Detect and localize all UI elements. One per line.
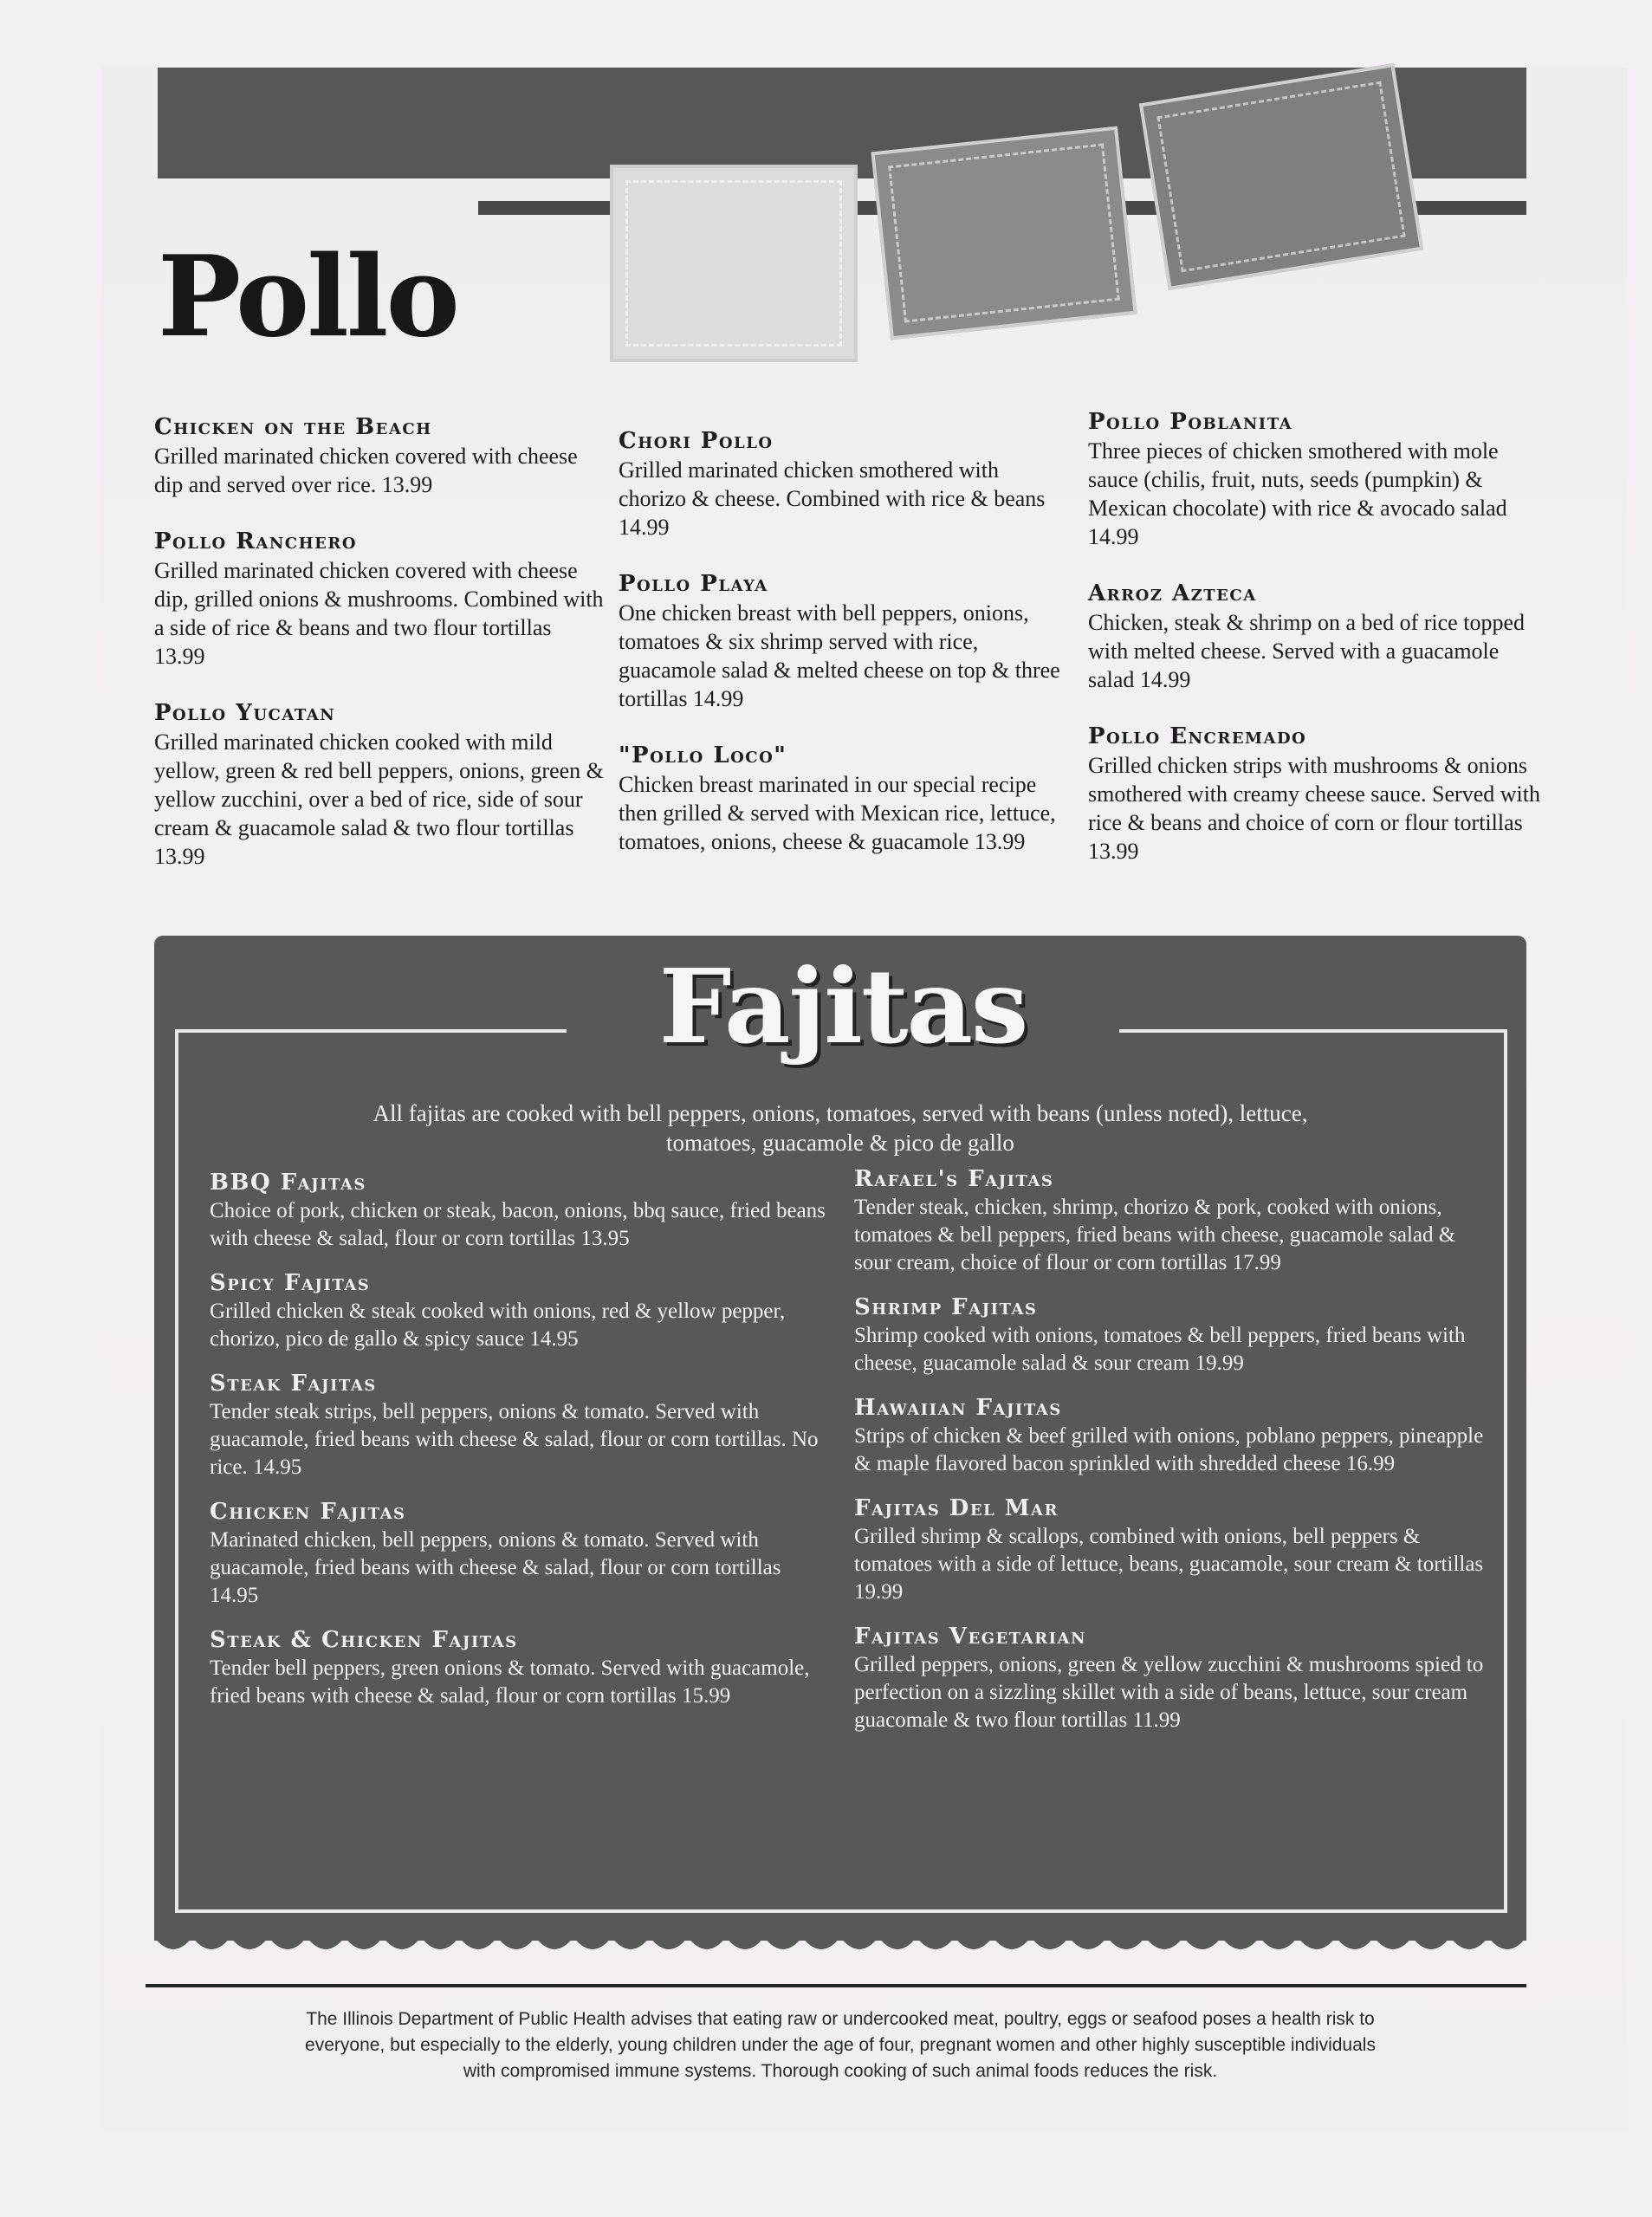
menu-item-description: Three pieces of chicken smothered with mole sauce (chilis, fruit, nuts, seeds (pumpkin) & Mexican chocolate) with rice & avocado salad 14.99 <box>1088 438 1507 549</box>
menu-item-name: Arroz Azteca <box>1088 580 1257 606</box>
menu-item-name: Steak & Chicken Fajitas <box>210 1627 518 1653</box>
menu-item-description: Shrimp cooked with onions, tomatoes & bell peppers, fried beans with cheese, guacamole salad & sour cream 19.99 <box>854 1324 1466 1375</box>
footer-divider <box>146 1984 1526 1987</box>
menu-item <box>619 742 1069 856</box>
papel-picado-flag-icon <box>610 165 858 362</box>
menu-item <box>619 428 1069 541</box>
fajitas-section-title: Fajitas <box>658 946 1027 1066</box>
menu-item-name: "Pollo Loco" <box>619 742 787 768</box>
menu-item <box>210 1499 833 1610</box>
menu-item-description: Grilled marinated chicken smothered with chorizo & cheese. Combined with rice & beans 14.99 <box>619 457 1046 540</box>
menu-item-description: One chicken breast with bell peppers, onions, tomatoes & six shrimp served with rice, guacamole salad & melted cheese on top & three tortillas 14.99 <box>619 600 1060 711</box>
menu-item-description: Tender steak, chicken, shrimp, chorizo & pork, cooked with onions, tomatoes & bell peppers, fried beans with cheese, guacamole salad & sour cream, choice of flour or corn tortillas 17.99 <box>854 1196 1456 1274</box>
menu-item <box>154 528 605 671</box>
menu-item-name: Shrimp Fajitas <box>854 1294 1038 1320</box>
menu-item <box>154 700 605 871</box>
menu-item <box>210 1371 833 1481</box>
menu-item-description: Grilled marinated chicken cooked with mild yellow, green & red bell peppers, onions, green & yellow zucchini, over a bed of rice, side of sour cream & guacamole salad & two flour tortillas 13.99 <box>154 729 604 869</box>
menu-item <box>854 1395 1487 1478</box>
menu-item-description: Tender steak strips, bell peppers, onions & tomato. Served with guacamole, fried beans with cheese & salad, flour or corn tortillas. No rice. 14.95 <box>210 1400 819 1479</box>
papel-picado-flag-icon <box>1139 63 1423 290</box>
fajitas-column-2 <box>854 1166 1487 1752</box>
menu-item <box>854 1166 1487 1277</box>
menu-item-name: Rafael's Fajitas <box>854 1166 1054 1192</box>
menu-item <box>1088 409 1547 551</box>
pollo-column-2 <box>619 428 1069 885</box>
menu-item <box>210 1170 833 1253</box>
menu-item-description: Grilled marinated chicken covered with cheese dip and served over rice. 13.99 <box>154 444 578 497</box>
pollo-column-3 <box>1088 409 1547 895</box>
menu-item-description: Strips of chicken & beef grilled with onions, poblano peppers, pineapple & maple flavored bacon sprinkled with shredded cheese 16.99 <box>854 1424 1484 1475</box>
menu-item <box>210 1270 833 1353</box>
menu-item-description: Grilled chicken strips with mushrooms & onions smothered with creamy cheese sauce. Served with rice & beans and choice of corn or flour tortillas 13.99 <box>1088 753 1540 864</box>
papel-picado-flag-icon <box>871 126 1137 340</box>
menu-item-description: Marinated chicken, bell peppers, onions & tomato. Served with guacamole, fried beans with cheese & salad, flour or corn tortillas 14.95 <box>210 1528 781 1607</box>
menu-item <box>210 1627 833 1710</box>
menu-item-name: Pollo Ranchero <box>154 528 357 554</box>
menu-item-description: Chicken breast marinated in our special recipe then grilled & served with Mexican rice, lettuce, tomatoes, onions, cheese & guacamole 13.99 <box>619 772 1056 854</box>
menu-item-name: Steak Fajitas <box>210 1371 377 1397</box>
fajitas-frame-top-right <box>1119 1029 1504 1033</box>
menu-item-description: Grilled shrimp & scallops, combined with onions, bell peppers & tomatoes with a side of lettuce, beans, guacamole, sour cream & tortillas 19.99 <box>854 1525 1484 1604</box>
menu-item-name: Pollo Yucatan <box>154 700 336 726</box>
menu-item <box>1088 723 1547 865</box>
menu-item-name: BBQ Fajitas <box>210 1170 366 1196</box>
fajitas-column-1 <box>210 1170 833 1728</box>
menu-item-description: Grilled marinated chicken covered with cheese dip, grilled onions & mushrooms. Combined with a side of rice & beans and two flour tortillas 13.99 <box>154 558 604 669</box>
menu-item-name: Pollo Playa <box>619 571 768 597</box>
menu-item-name: Chori Pollo <box>619 428 774 454</box>
fajitas-frame-top-left <box>175 1029 567 1033</box>
menu-item-name: Chicken on the Beach <box>154 414 432 440</box>
menu-item-description: Grilled peppers, onions, green & yellow zucchini & mushrooms spied to perfection on a sizzling skillet with a side of beans, lettuce, sour cream guacomale & two flour tortillas 11.99 <box>854 1653 1484 1732</box>
menu-item-description: Tender bell peppers, green onions & tomato. Served with guacamole, fried beans with cheese & salad, flour or corn tortillas 15.99 <box>210 1656 810 1708</box>
menu-item-name: Chicken Fajitas <box>210 1499 406 1525</box>
menu-item <box>854 1624 1487 1734</box>
menu-item-name: Pollo Poblanita <box>1088 409 1293 435</box>
menu-item-description: Grilled chicken & steak cooked with onions, red & yellow pepper, chorizo, pico de gallo & spicy sauce 14.95 <box>210 1300 786 1351</box>
menu-item <box>854 1294 1487 1378</box>
health-disclaimer: The Illinois Department of Public Health advises that eating raw or undercooked meat, poultry, eggs or seafood poses a health risk to everyone, but especially to the elderly, young children under the age of four, pregnant women and other highly susceptible individuals with compromised immune systems. Thorough cooking of such animal foods reduces the risk. <box>305 2009 1376 2081</box>
menu-item <box>619 571 1069 713</box>
menu-item-description: Chicken, steak & shrimp on a bed of rice topped with melted cheese. Served with a guacamole salad 14.99 <box>1088 610 1525 692</box>
menu-item-name: Hawaiian Fajitas <box>854 1395 1062 1421</box>
fajitas-intro-note: All fajitas are cooked with bell peppers, onions, tomatoes, served with beans (unless noted), lettuce, tomatoes, guacamole & pico de gallo <box>373 1100 1308 1156</box>
pollo-section-title: Pollo <box>158 232 457 362</box>
scalloped-edge <box>154 1930 1526 1961</box>
menu-item-name: Pollo Encremado <box>1088 723 1307 749</box>
menu-item <box>154 414 605 499</box>
pollo-column-1 <box>154 414 605 900</box>
menu-item-name: Spicy Fajitas <box>210 1270 371 1296</box>
menu-item-name: Fajitas Vegetarian <box>854 1624 1086 1650</box>
menu-item <box>1088 580 1547 694</box>
menu-item-description: Choice of pork, chicken or steak, bacon, onions, bbq sauce, fried beans with cheese & salad, flour or corn tortillas 13.95 <box>210 1199 826 1250</box>
menu-item-name: Fajitas Del Mar <box>854 1495 1059 1521</box>
menu-item <box>854 1495 1487 1606</box>
